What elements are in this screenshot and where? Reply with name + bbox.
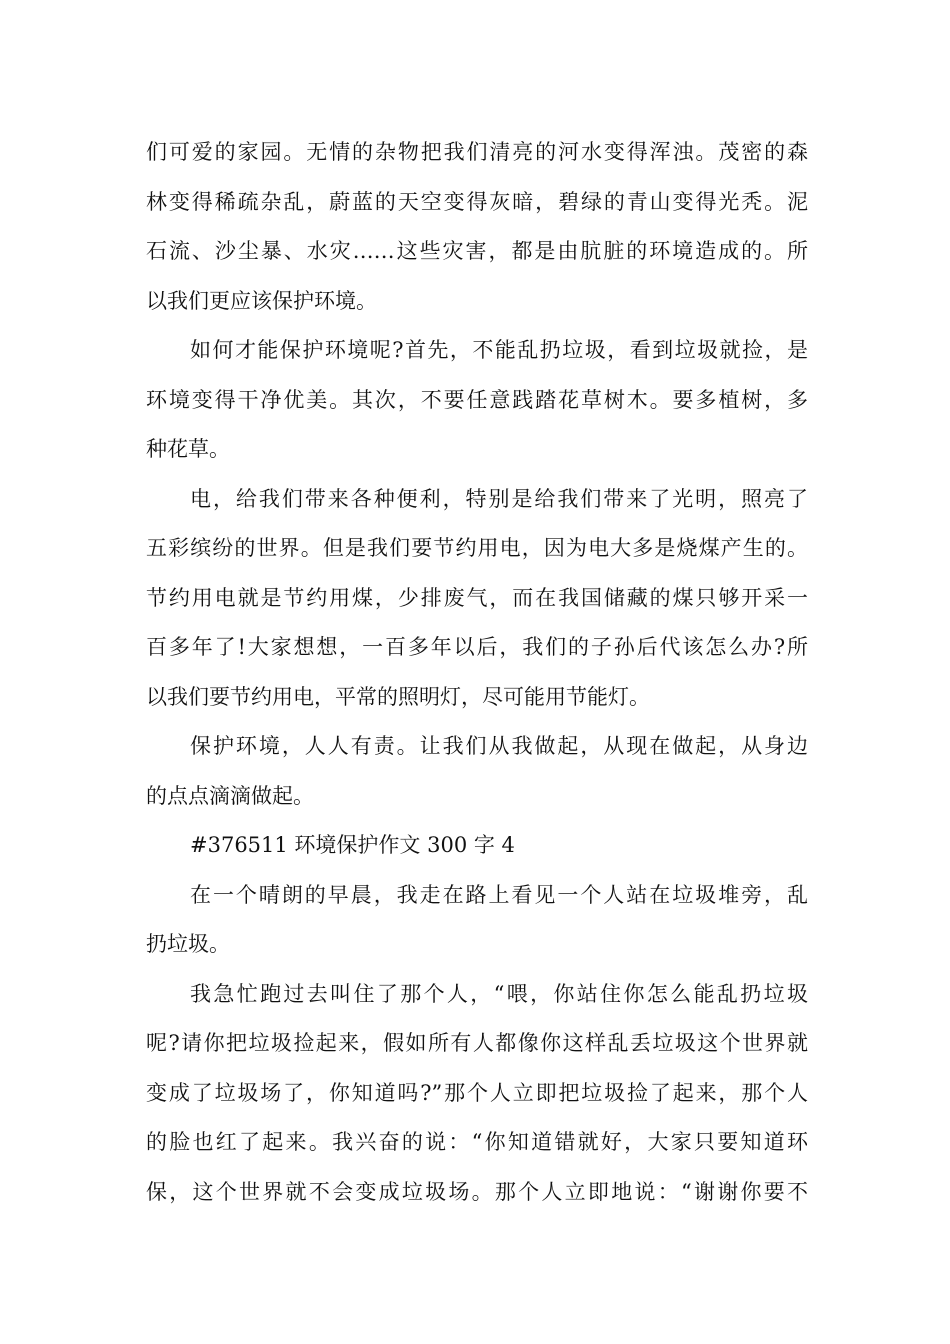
text-line: 的点点滴滴做起。: [146, 783, 314, 808]
text-line: 保，这个世界就不会变成垃圾场。那个人立即地说：“谢谢你要不: [146, 1179, 808, 1204]
paragraph: [146, 871, 808, 970]
text-line: 种花草。: [146, 437, 230, 461]
paragraph: [146, 128, 808, 326]
text-line: 节约用电就是节约用煤，少排废气，而在我国储藏的煤只够开采一: [146, 585, 808, 610]
text-line: 如何才能保护环境呢?首先，不能乱扔垃圾，看到垃圾就捡，是: [190, 338, 808, 362]
text-line: 环境变得干净优美。其次，不要任意践踏花草树木。要多植树，多: [146, 387, 808, 412]
paragraph: [146, 970, 808, 1218]
text-line: 电，给我们带来各种便利，特别是给我们带来了光明，照亮了: [190, 486, 808, 511]
paragraph: [146, 326, 808, 475]
text-line: 我急忙跑过去叫住了那个人，“喂，你站住你怎么能乱扔垃圾: [190, 981, 808, 1006]
text-line: 在一个晴朗的早晨，我走在路上看见一个人站在垃圾堆旁，乱: [190, 882, 808, 907]
text-line: 林变得稀疏杂乱，蔚蓝的天空变得灰暗，碧绿的青山变得光秃。泥: [146, 189, 808, 214]
text-line: 保护环境，人人有责。让我们从我做起，从现在做起，从身边: [190, 734, 808, 758]
text-line: 扔垃圾。: [146, 932, 230, 956]
text-line: 石流、沙尘暴、水灾……这些灾害，都是由肮脏的环境造成的。所: [146, 239, 808, 263]
text-line: 的脸也红了起来。我兴奋的说：“你知道错就好，大家只要知道环: [146, 1130, 808, 1154]
text-line: 们可爱的家园。无情的杂物把我们清亮的河水变得浑浊。茂密的森: [146, 140, 808, 164]
text-line: #376511 环境保护作文 300 字 4: [190, 833, 515, 857]
text-line: 以我们要节约用电，平常的照明灯，尽可能用节能灯。: [146, 684, 650, 709]
paragraph: [146, 475, 808, 723]
section-heading: [146, 821, 808, 871]
text-line: 呢?请你把垃圾捡起来，假如所有人都像你这样乱丢垃圾这个世界就: [146, 1031, 808, 1055]
text-line: 百多年了!大家想想，一百多年以后，我们的子孙后代该怎么办?所: [146, 635, 808, 659]
document-body: [146, 128, 808, 1217]
text-line: 五彩缤纷的世界。但是我们要节约用电，因为电大多是烧煤产生的。: [146, 536, 808, 560]
text-line: 变成了垃圾场了，你知道吗?”那个人立即把垃圾捡了起来，那个人: [146, 1080, 808, 1105]
text-line: 以我们更应该保护环境。: [146, 288, 377, 313]
paragraph: [146, 722, 808, 821]
